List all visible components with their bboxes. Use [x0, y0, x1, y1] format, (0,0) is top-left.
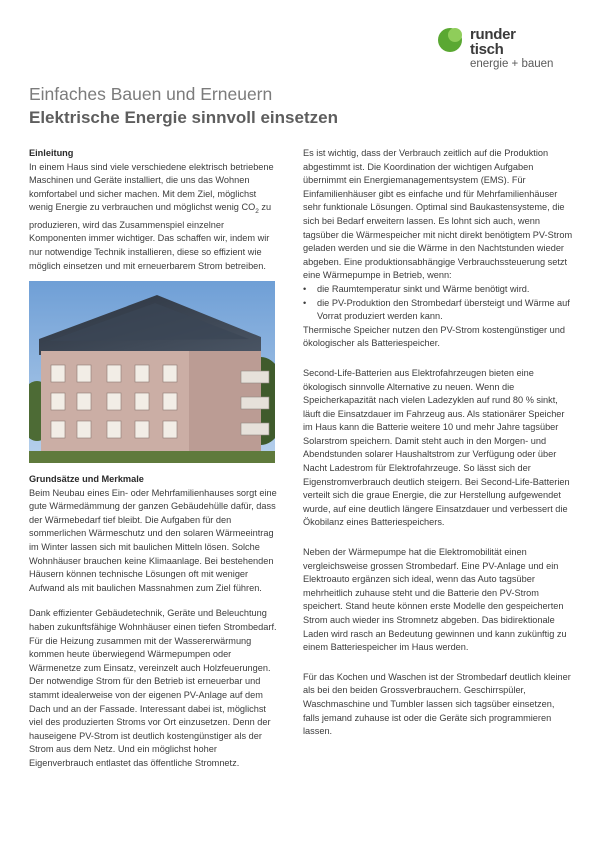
page-title: Elektrische Energie sinnvoll einsetzen: [29, 108, 338, 127]
intro-text-a: In einem Haus sind viele verschiedene elektrisch betriebene Maschinen und Geräte installiert, die uns das Wohnen komfortabel und sicher machen. Mit dem Ziel, möglichst wenig Energie zu verbrauchen und möglichst wenig CO: [29, 161, 274, 213]
column-left-bottom: [29, 473, 281, 782]
principles-paragraph-1: Beim Neubau eines Ein- oder Mehrfamilienhauses sorgt eine gute Wärmedämmung der ganzen Gebäudehülle dafür, dass der Wärmebedarf tief bleibt. Die Aufgaben für den sommerlichen Wärmeschutz und den solaren Wärmeeintrag im Winter lassen sich mit baulichen Mitteln lösen. Solche Wohnhäuser brauchen keine Klimaanlage. Bei bestehenden Häusern können technische Lösungen oft mit weniger Aufwand als mit baulichen Massnahmen zum Ziel führen.: [29, 487, 277, 593]
list-item: • die Raumtemperatur sinkt und Wärme benötigt wird.: [317, 283, 573, 297]
second-life-paragraph: Second-Life-Batterien aus Elektrofahrzeugen bieten eine ökologisch sinnvolle Alternative zu neuen. Wenn die Speicherkapazität nach vielen Ladezyklen auf rund 80 % sinkt, läuft die Einsatzdauer im Fahrzeug aus. Als stationärer Speicher im Haus kann die Batterie weitere 10 und mehr Jahre tagsüber Solarstrom speichern. Damit steht auch in den Morgen- und Abendstunden solarer Haushaltstrom zur Verfügung oder über Nacht Ladestrom für Elektrofahrzeuge. So lässt sich der Eigenstromverbrauch deutlich steigern. Bei Second-Life-Batterien verteilt sich die graue Energie, die zur Herstellung aufgewendet wurde, auf eine deutlich längere Einsatzdauer und verbessert die Ökobilanz eines Batteriespeichers.: [303, 367, 570, 528]
page-kicker: Einfaches Bauen und Erneuern: [29, 84, 273, 104]
heatpump-condition-list: [303, 283, 573, 324]
principles-paragraph-2: Dank effizienter Gebäudetechnik, Geräte und Beleuchtung haben zukunftsfähige Wohnhäuser einen tiefen Strombedarf. Für die Heizung zusammen mit der Wassererwärmung kommen heute überwiegend Wärmepumpen oder Wärmenetze zum Einsatz, vereinzelt auch Holzfeuerungen. Der notwendige Strom für den Betrieb ist erneuerbar und stammt idealerweise von der eigenen PV-Anlage auf dem Dach und an der Fassade. Interessant dabei ist, möglichst viel des produzierten Stroms vor Ort einzusetzen. Denn der hauseigene PV-Strom ist deutlich kostengünstiger als der Strom aus dem Netz. Und ein möglichst hoher Eigenverbrauch entlastet das öffentliche Stromnetz.: [29, 608, 277, 768]
building-photo: [29, 281, 275, 463]
intro-heading: Einleitung: [29, 148, 74, 158]
logo-line-3: energie + bauen: [470, 58, 554, 70]
column-right: [303, 147, 573, 751]
column-left-top: [29, 147, 281, 285]
thermal-storage-note: Thermische Speicher nutzen den PV-Strom kostengünstiger und ökologischer als Batteriespeicher.: [303, 324, 565, 349]
list-item: • die PV-Produktion den Strombedarf übersteigt und Wärme auf Vorrat produziert werden kann.: [317, 297, 573, 324]
principles-heading: Grundsätze und Merkmale: [29, 474, 144, 484]
cooking-paragraph: Für das Kochen und Waschen ist der Strombedarf deutlich kleiner als bei den beiden Grossverbrauchern. Geschirrspüler, Waschmaschine und Tumbler lassen sich tagsüber einsetzen, falls jemand zuhause ist oder die Geräte sich programmieren lassen.: [303, 671, 571, 737]
emobility-paragraph: Neben der Wärmepumpe hat die Elektromobilität einen vergleichsweise grossen Strombedarf. Eine PV-Anlage und ein Elektroauto ergänzen sich ideal, wenn das Auto tagsüber mehrheitlich zuhause steht und die Batterie den PV-Strom speichert. Stand heute können erste Modelle den gespeicherten Strom auch wieder ins Stromnetz abgeben. Das bidirektionale Laden wird rasch an Bedeutung gewinnen und kann zukünftig zu einem Batteriespeicher im Haus werden.: [303, 547, 567, 653]
ems-text: Es ist wichtig, dass der Verbrauch zeitlich auf die Produktion abgestimmt ist. Die Koordination der wichtigen Aufgaben übernimmt ein Energiemanagementsystem (EMS). Für Einfamilienhäuser gibt es einfache und für Mehrfamilienhäuser sehr funktionale Lösungen. Optimal sind Baukastensysteme, die sich bei Bedarf erweitern lassen. Es lohnt sich auch, wenn tagsüber die Wärmespeicher mit nicht direkt benötigtem PV-Strom geladen werden und sie die Wärme in den Nachtstunden wieder abgeben. Eine produktionsabhängige Verbrauchssteuerung setzt eine Wärmepumpe in Betrieb, wenn:: [303, 148, 573, 281]
ems-paragraph: [303, 147, 573, 283]
logo-line-1: runder: [470, 26, 516, 43]
intro-text-b: zu produzieren, wird das Zusammenspiel einzelner Komponenten immer wichtiger. Das schaffen wir, indem wir nur notwendige Technik installieren, diese so effizient wie möglich einsetzen und mit erneuerbarem Strom betreiben.: [29, 202, 272, 271]
intro-subscript: 2: [255, 208, 259, 216]
logo: [470, 27, 553, 71]
intro-paragraph: [29, 161, 281, 274]
logo-line-2: tisch: [470, 41, 504, 58]
